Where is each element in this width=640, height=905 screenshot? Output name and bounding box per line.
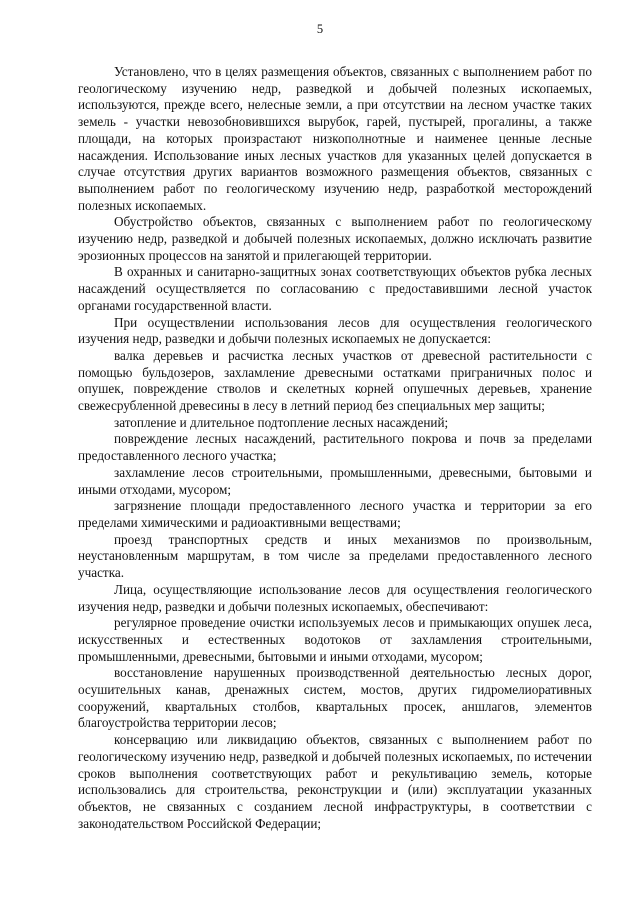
paragraph: При осуществлении использования лесов для осуществления геологического изучения недр, разведки и добычи полезных ископаемых не допускается:: [78, 314, 592, 347]
list-item: валка деревьев и расчистка лесных участков от древесной растительности с помощью бульдозеров, захламление древесными остатками приграничных полос и опушек, повреждение стволов и скелетных корней опушечных деревьев, хранение свежесрубленной древесины в лесу в летний период без специальных мер защиты;: [78, 347, 592, 414]
page-number: 5: [316, 22, 324, 36]
paragraph: Лица, осуществляющие использование лесов для осуществления геологического изучения недр, разведки и добычи полезных ископаемых, обеспечивают:: [78, 581, 592, 614]
paragraph: В охранных и санитарно-защитных зонах соответствующих объектов рубка лесных насаждений осуществляется по согласованию с предоставившими лесной участок органами государственной власти.: [78, 264, 592, 313]
list-item: проезд транспортных средств и иных механизмов по произвольным, неустановленным маршрутам, в том числе за пределами предоставленного лесного участка.: [78, 531, 592, 581]
list-item: повреждение лесных насаждений, растительного покрова и почв за пределами предоставленного лесного участка;: [78, 431, 592, 464]
list-item: восстановление нарушенных производственной деятельностью лесных дорог, осушительных канав, дренажных систем, мостов, других гидромелиоративных сооружений, квартальных столбов, квартальных просек, аншлагов, элементов благоустройства территории лесов;: [78, 665, 592, 731]
document-body: [78, 64, 592, 832]
paragraph: Установлено, что в целях размещения объектов, связанных с выполнением работ по геологическому изучению недр, разведкой и добычей полезных ископаемых, используются, прежде всего, нелесные земли, а при отсутствии на лесном участке таких земель - участки невозобновившихся вырубок, гарей, пустырей, прогалины, а также площади, на которых произрастают низкополнотные и наименее ценные лесные насаждения. Использование иных лесных участков для указанных целей допускается в случае отсутствия других вариантов возможного размещения объектов, связанных с выполнением работ по геологическому изучению недр, разработкой месторождений полезных ископаемых.: [78, 64, 592, 213]
list-item: регулярное проведение очистки используемых лесов и примыкающих опушек леса, искусственных и естественных водотоков от захламления строительными, промышленными, древесными, бытовыми и иными отходами, мусором;: [78, 615, 592, 664]
paragraph: Обустройство объектов, связанных с выполнением работ по геологическому изучению недр, разведкой и добычей полезных ископаемых, должно исключать развитие эрозионных процессов на занятой и прилегающей территории.: [78, 214, 592, 263]
list-item: загрязнение площади предоставленного лесного участка и территории за его пределами химическими и радиоактивными веществами;: [78, 498, 592, 530]
list-item: затопление и длительное подтопление лесных насаждений;: [114, 414, 449, 430]
list-item: захламление лесов строительными, промышленными, древесными, бытовыми и иными отходами, мусором;: [78, 464, 592, 497]
list-item: консервацию или ликвидацию объектов, связанных с выполнением работ по геологическому изучению недр, разведкой и добычей полезных ископаемых, по истечении сроков выполнения соответствующих работ и рекультивацию земель, которые использовались для строительства, реконструкции и (или) эксплуатации указанных объектов, не связанных с созданием лесной инфраструктуры, в соответствии с законодательством Российской Федерации;: [78, 732, 592, 831]
